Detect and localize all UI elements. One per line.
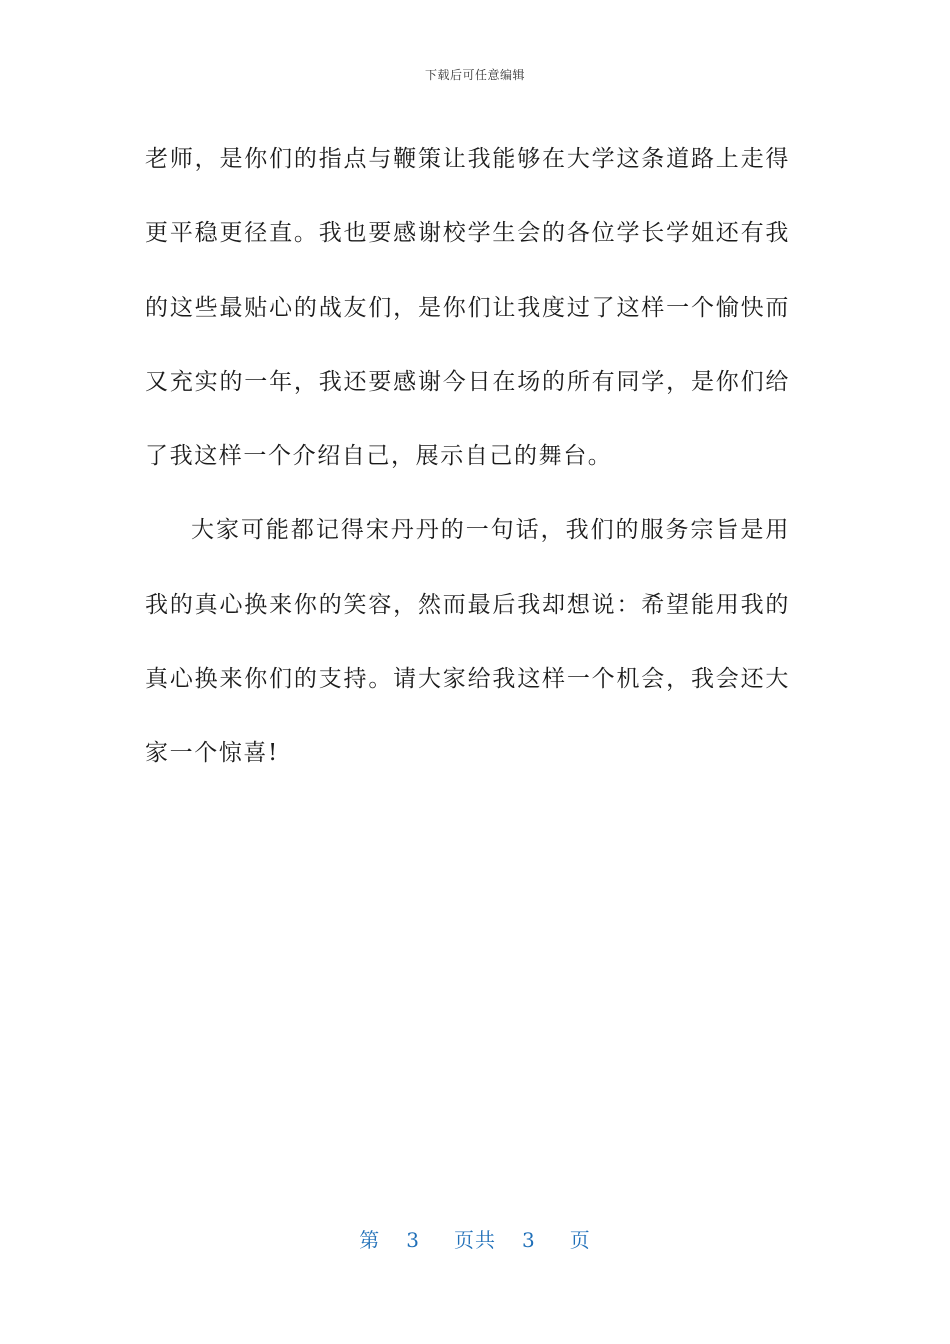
document-body — [145, 122, 790, 791]
page-number-footer — [0, 1224, 950, 1253]
footer-current-page: 3 — [406, 1228, 420, 1252]
footer-prefix: 第 — [359, 1228, 381, 1252]
footer-suffix: 页 — [569, 1228, 591, 1252]
paragraph-1: 老师，是你们的指点与鞭策让我能够在大学这条道路上走得更平稳更径直。我也要感谢校学生会的各位学长学姐还有我的这些最贴心的战友们，是你们让我度过了这样一个愉快而又充实的一年，我还要感谢今日在场的所有同学，是你们给了我这样一个介绍自己，展示自己的舞台。 — [145, 146, 790, 470]
paragraph-2: 大家可能都记得宋丹丹的一句话，我们的服务宗旨是用我的真心换来你的笑容，然而最后我却想说：希望能用我的真心换来你们的支持。请大家给我这样一个机会，我会还大家一个惊喜! — [145, 517, 790, 767]
footer-total-pages: 3 — [522, 1228, 536, 1252]
page-header-note: 下载后可任意编辑 — [424, 68, 525, 82]
footer-middle: 页共 — [454, 1228, 496, 1252]
